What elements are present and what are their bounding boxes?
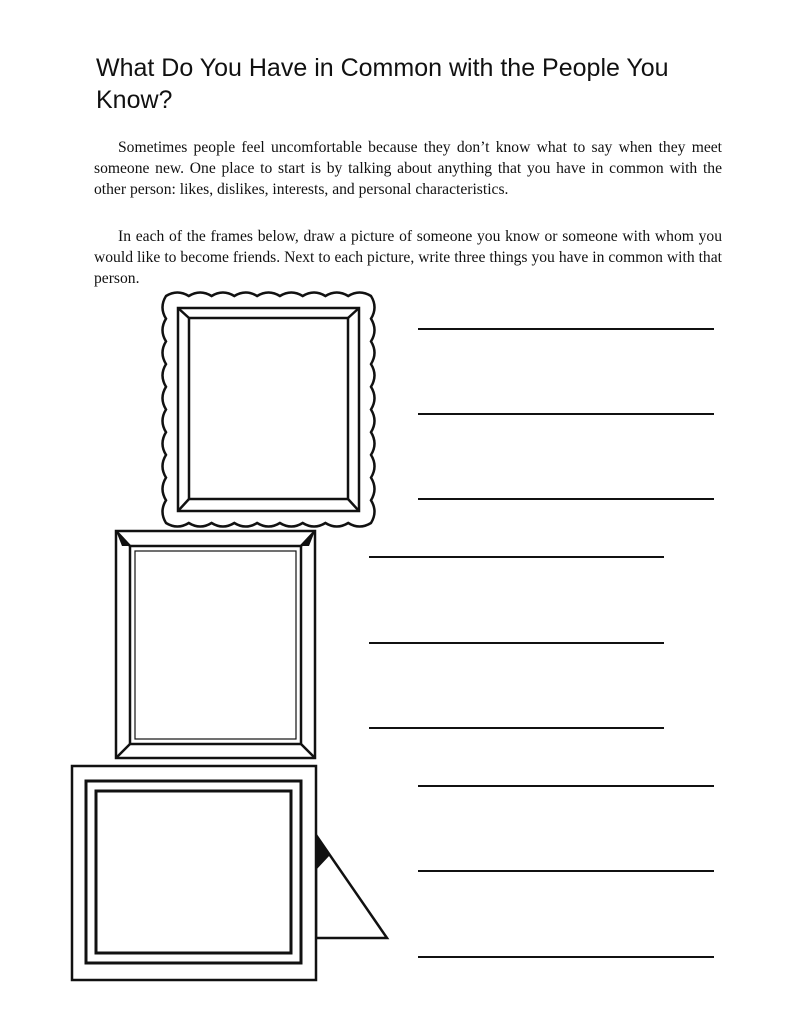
intro-paragraph: Sometimes people feel uncomfortable because they don’t know what to say when they meet someone new. One place to start is by talking about anything that you have in common with the other person: likes, dislikes, interests, and personal characteristics. [94,139,722,198]
answer-line-1-2[interactable] [418,413,714,415]
scalloped-picture-frame [163,293,375,527]
answer-line-2-2[interactable] [369,642,664,644]
answer-line-2-3[interactable] [369,727,664,729]
answer-line-1-1[interactable] [418,328,714,330]
easel-picture-frame [72,766,387,980]
answer-line-3-1[interactable] [418,785,714,787]
instructions-paragraph: In each of the frames below, draw a picture of someone you know or someone with whom you would like to become friends. Next to each picture, write three things you have in common with that person. [94,228,722,287]
answer-line-3-2[interactable] [418,870,714,872]
answer-line-2-1[interactable] [369,556,664,558]
answer-line-3-3[interactable] [418,956,714,958]
beveled-picture-frame [116,531,315,758]
answer-line-1-3[interactable] [418,498,714,500]
worksheet-title: What Do You Have in Common with the People You Know? [96,54,669,114]
